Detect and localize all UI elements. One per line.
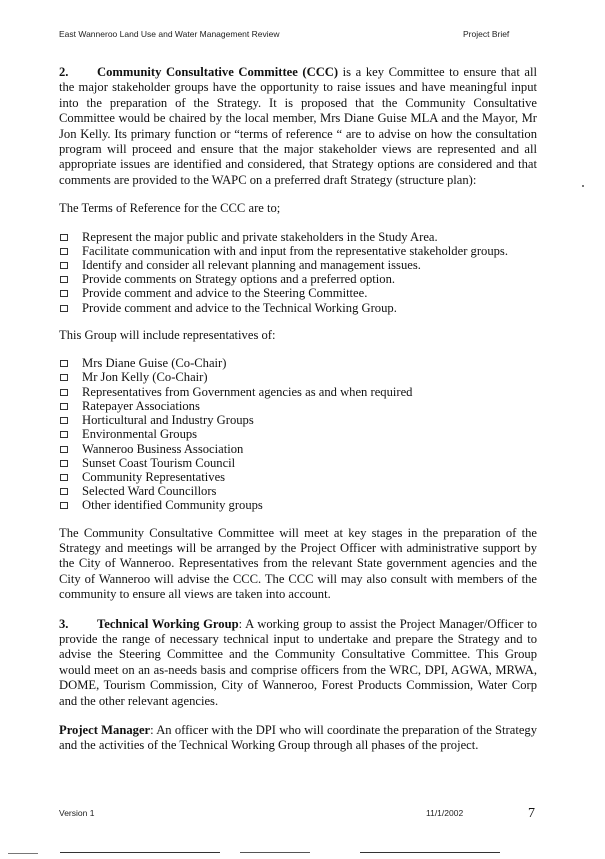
list-item: Provide comment and advice to the Technical Working Group. xyxy=(59,301,537,315)
section-2-paragraph xyxy=(59,65,537,188)
project-manager-paragraph xyxy=(59,723,537,754)
group-intro: This Group will include representatives of: xyxy=(59,327,276,342)
members-list xyxy=(59,356,537,512)
running-header-doc-type: Project Brief xyxy=(463,29,510,39)
checkbox-bullet-icon xyxy=(60,502,68,509)
checkbox-bullet-icon xyxy=(60,248,68,255)
checkbox-bullet-icon xyxy=(60,262,68,269)
terms-list xyxy=(59,230,537,315)
list-item: Provide comments on Strategy options and a preferred option. xyxy=(59,272,537,286)
checkbox-bullet-icon xyxy=(60,389,68,396)
footer-version: Version 1 xyxy=(59,808,95,818)
checkbox-bullet-icon xyxy=(60,234,68,241)
checkbox-bullet-icon xyxy=(60,290,68,297)
checkbox-bullet-icon xyxy=(60,460,68,467)
checkbox-bullet-icon xyxy=(60,474,68,481)
checkbox-bullet-icon xyxy=(60,446,68,453)
section-3-paragraph xyxy=(59,617,537,709)
scan-edge-line xyxy=(360,852,500,853)
scan-edge-line xyxy=(60,852,220,853)
section-3-heading: Technical Working Group xyxy=(97,616,239,631)
list-item: Ratepayer Associations xyxy=(59,399,537,413)
list-item: Representatives from Government agencies as and when required xyxy=(59,385,537,399)
checkbox-bullet-icon xyxy=(60,305,68,312)
page-body xyxy=(59,65,537,754)
checkbox-bullet-icon xyxy=(60,431,68,438)
page-number: 7 xyxy=(528,806,535,821)
terms-intro: The Terms of Reference for the CCC are to; xyxy=(59,201,281,216)
checkbox-bullet-icon xyxy=(60,360,68,367)
scan-edge-line xyxy=(240,852,310,853)
list-item: Provide comment and advice to the Steering Committee. xyxy=(59,286,537,300)
section-3-body: : A working group to assist the Project Manager/Officer to provide the range of necessary technical input to undertake and prepare the Strategy and to advise the Steering Committee and the Community Consultative Committee. This Group would meet on an as-needs basis and comprise officers from the WRC, DPI, AGWA, MRWA, DOME, Tourism Commission, City of Wanneroo, Forest Products Commission, Water Corp and the other relevant agencies. xyxy=(59,616,537,708)
list-item: Other identified Community groups xyxy=(59,498,537,512)
checkbox-bullet-icon xyxy=(60,417,68,424)
list-item: Sunset Coast Tourism Council xyxy=(59,456,537,470)
footer-date: 11/1/2002 xyxy=(426,808,464,818)
list-item: Community Representatives xyxy=(59,470,537,484)
running-header-title: East Wanneroo Land Use and Water Management Review xyxy=(59,29,280,39)
scan-speck xyxy=(582,185,584,187)
section-3-number: 3. xyxy=(59,616,69,631)
meeting-paragraph: The Community Consultative Committee will meet at key stages in the preparation of the Strategy and meetings will be arranged by the Project Officer with administrative support by the City of Wanneroo. Representatives from the relevant State government agencies and the City of Wanneroo will advise the CCC. The CCC will may also consult with members of the community to ensure all views are taken into account. xyxy=(59,525,537,602)
section-2-number: 2. xyxy=(59,65,69,79)
list-item: Horticultural and Industry Groups xyxy=(59,413,537,427)
project-manager-heading: Project Manager xyxy=(59,722,151,737)
list-item: Selected Ward Councillors xyxy=(59,484,537,498)
list-item: Wanneroo Business Association xyxy=(59,442,537,456)
scan-edge-line xyxy=(8,853,38,854)
list-item: Mrs Diane Guise (Co-Chair) xyxy=(59,356,537,370)
list-item: Represent the major public and private stakeholders in the Study Area. xyxy=(59,230,537,244)
project-manager-body: : An officer with the DPI who will coordinate the preparation of the Strategy and the activities of the Technical Working Group through all phases of the project. xyxy=(59,722,537,753)
checkbox-bullet-icon xyxy=(60,403,68,410)
section-2-heading: Community Consultative Committee (CCC) xyxy=(97,65,339,79)
checkbox-bullet-icon xyxy=(60,488,68,495)
checkbox-bullet-icon xyxy=(60,276,68,283)
checkbox-bullet-icon xyxy=(60,374,68,381)
list-item: Environmental Groups xyxy=(59,427,537,441)
list-item: Identify and consider all relevant planning and management issues. xyxy=(59,258,537,272)
section-2-body: is a key Committee to ensure that all the major stakeholder groups have the opportunity to raise issues and have meaningful input into the preparation of the Strategy. It is proposed that the Community Consultative Committee would be chaired by the local member, Mrs Diane Guise MLA and the Mayor, Mr Jon Kelly. Its primary function or “terms of reference “ are to advise on how the consultation program will proceed and ensure that the major stakeholder views are represented and all appropriate issues are identified and considered, that Strategy options are considered and that comments are provided to the WAPC on a preferred draft Strategy (structure plan): xyxy=(59,65,537,187)
list-item: Mr Jon Kelly (Co-Chair) xyxy=(59,370,537,384)
list-item: Facilitate communication with and input from the representative stakeholder groups. xyxy=(59,244,537,258)
